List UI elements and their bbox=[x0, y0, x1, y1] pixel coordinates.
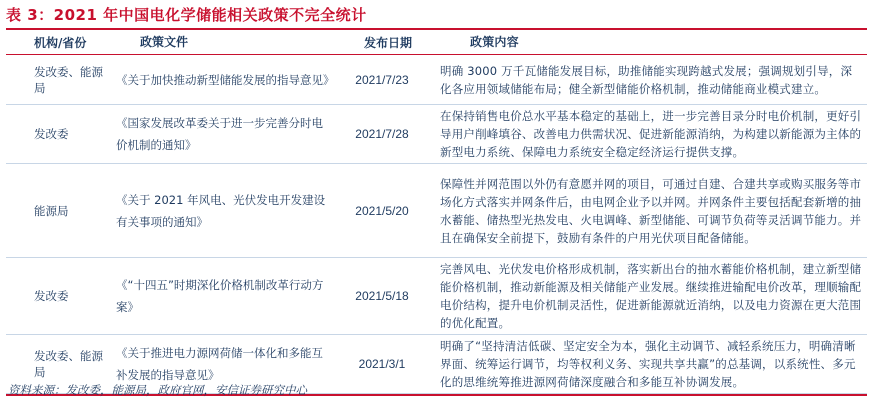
table-title: 表 3：2021 年中国电化学储能相关政策不完全统计 bbox=[6, 6, 367, 24]
source-note: 资料来源：发改委，能源局，政府官网，安信证券研究中心 bbox=[8, 383, 307, 397]
cell-doc: 《关于 2021 年风电、光伏发电开发建设有关事项的通知》 bbox=[116, 192, 326, 229]
cell-date: 2021/5/20 bbox=[355, 203, 409, 218]
header-content: 政策内容 bbox=[470, 35, 519, 49]
header-doc: 政策文件 bbox=[140, 35, 189, 49]
cell-date: 2021/3/1 bbox=[358, 357, 406, 371]
table-row bbox=[6, 258, 867, 335]
cell-content: 保障性并网范围以外仍有意愿并网的项目，可通过自建、合建共享或购买服务等市场化方式落实并网条件后，由电网企业予以并网。并网条件主要包括配套新增的抽水蓄能、储热型光热发电、火电调峰、新型储能、可调节负荷等灵活调节能力。并且在确保安全前提下，鼓励有条件的户用光伏项目配备储能。 bbox=[440, 176, 862, 245]
header-date: 发布日期 bbox=[364, 35, 413, 50]
cell-org: 发改委、能源局 bbox=[34, 349, 103, 379]
table-header bbox=[6, 30, 867, 55]
cell-content: 在保持销售电价总水平基本稳定的基础上，进一步完善目录分时电价机制，更好引导用户削峰填谷、改善电力供需状况、促进新能源消纳，为构建以新能源为主体的新型电力系统、保障电力系统安全稳定经济运行提供支撑。 bbox=[440, 109, 862, 159]
cell-doc: 《国家发展改革委关于进一步完善分时电价机制的通知》 bbox=[116, 116, 323, 152]
cell-content: 明确 3000 万千瓦储能发展目标，助推储能实现跨越式发展；强调规划引导，深化各应用领域储能布局；健全新型储能价格机制，推动储能商业模式建立。 bbox=[440, 63, 853, 96]
cell-org: 发改委 bbox=[34, 289, 69, 303]
cell-doc: 《“十四五”时期深化价格机制改革行动方案》 bbox=[116, 278, 324, 314]
header-org: 机构/省份 bbox=[34, 35, 87, 50]
cell-org: 能源局 bbox=[34, 203, 69, 218]
cell-doc: 《关于推进电力源网荷储一体化和多能互补发展的指导意见》 bbox=[116, 346, 323, 382]
cell-doc: 《关于加快推动新型储能发展的指导意见》 bbox=[116, 72, 335, 87]
table-row bbox=[6, 55, 867, 105]
cell-date: 2021/7/28 bbox=[355, 127, 409, 141]
cell-date: 2021/5/18 bbox=[355, 289, 409, 303]
cell-org: 发改委 bbox=[34, 127, 69, 141]
table-row bbox=[6, 105, 867, 164]
policy-table bbox=[6, 28, 867, 396]
cell-content: 完善风电、光伏发电价格形成机制，落实新出台的抽水蓄能价格机制，建立新型储能价格机制，推动新能源及相关储能产业发展。继续推进输配电价改革，理顺输配电价结构，提升电价机制灵活性，促进新能源就近消纳，以及电力资源在更大范围的优化配置。 bbox=[440, 262, 862, 330]
cell-content: 明确了“坚持清洁低碳、坚定安全为本，强化主动调节、减轻系统压力，明确清晰界面、统筹运行调节，均等权利义务、实现共享共赢”的总基调，以系统性、多元化的思维统筹推进源网荷储深度融合和多能互补协调发展。 bbox=[440, 339, 856, 389]
table-row bbox=[6, 164, 867, 258]
cell-org: 发改委、能源局 bbox=[34, 64, 103, 95]
cell-date: 2021/7/23 bbox=[355, 72, 409, 87]
